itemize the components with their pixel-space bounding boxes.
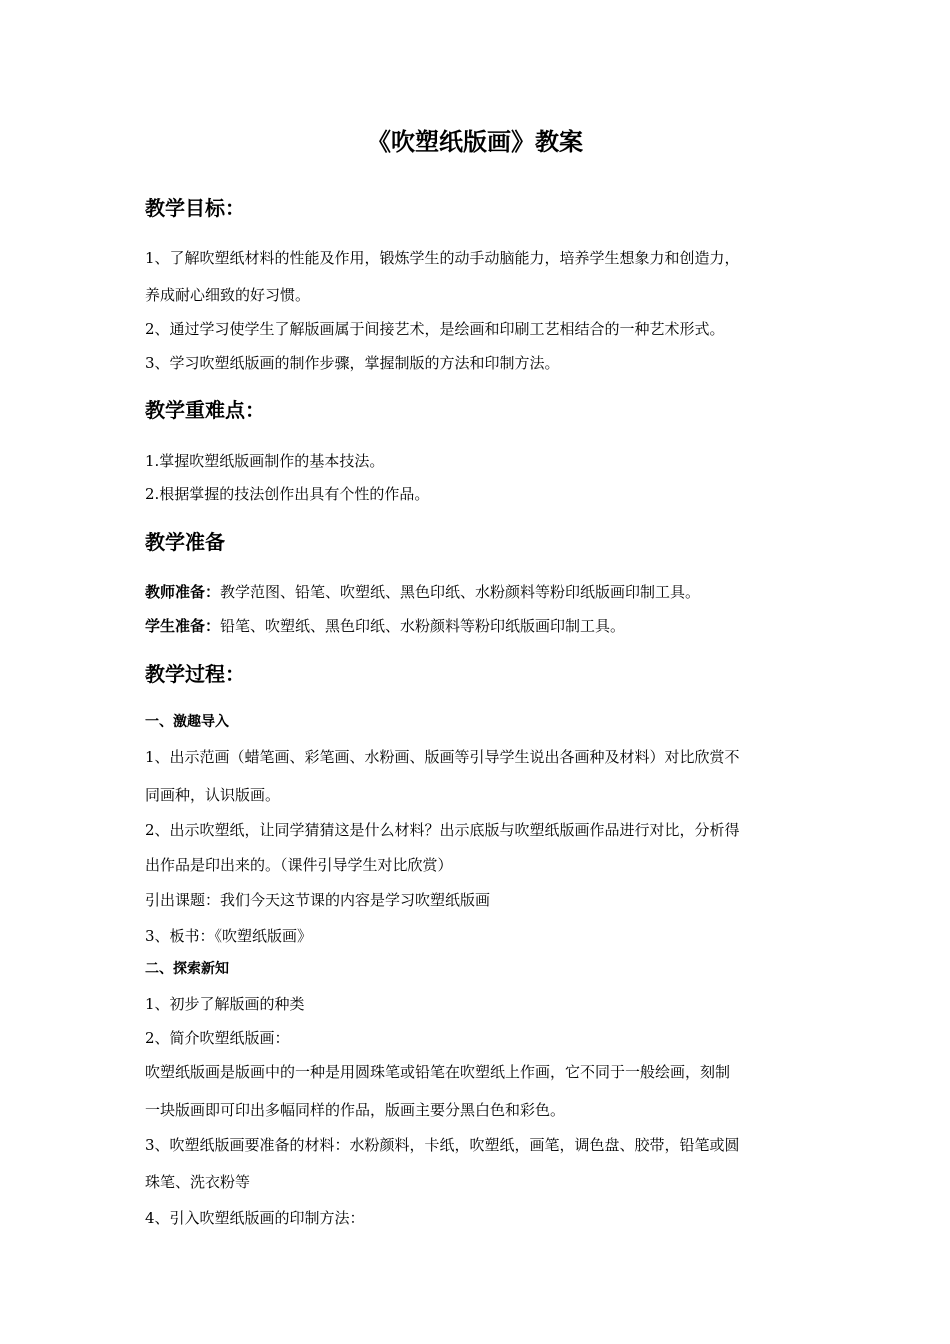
- document-title: 《吹塑纸版画》教案: [367, 128, 583, 156]
- paragraph-line: 一块版画即可印出多幅同样的作品，版画主要分黑白色和彩色。: [145, 1101, 566, 1119]
- subheading-introduction: 一、激趣导入: [145, 714, 229, 730]
- paragraph-line: 同画种，认识版画。: [145, 786, 281, 804]
- paragraph-line: 1、出示范画（蜡笔画、彩笔画、水粉画、版画等引导学生说出各画种及材料）对比欣赏不: [145, 748, 740, 766]
- teacher-preparation: [145, 580, 700, 604]
- paragraph-line: 2、出示吹塑纸，让同学猜猜这是什么材料？出示底版与吹塑纸版画作品进行对比，分析得: [145, 821, 740, 839]
- paragraph-line: 3、板书：《吹塑纸版画》: [145, 927, 313, 945]
- student-preparation-label: 学生准备：: [145, 617, 221, 635]
- paragraph-line: 1.掌握吹塑纸版画制作的基本技法。: [145, 452, 385, 470]
- heading-teaching-process: 教学过程：: [145, 662, 245, 686]
- paragraph-line: 2、通过学习使学生了解版画属于间接艺术，是绘画和印刷工艺相结合的一种艺术形式。: [145, 320, 725, 338]
- heading-preparation: 教学准备: [145, 530, 225, 554]
- paragraph-line: 3、学习吹塑纸版画的制作步骤，掌握制版的方法和印制方法。: [145, 354, 560, 372]
- teacher-preparation-label: 教师准备：: [145, 583, 221, 601]
- paragraph-line: 3、吹塑纸版画要准备的材料：水粉颜料，卡纸，吹塑纸，画笔，调色盘、胶带，铅笔或圆: [145, 1136, 740, 1154]
- paragraph-line: 2、简介吹塑纸版画：: [145, 1029, 290, 1047]
- student-preparation-text: 铅笔、吹塑纸、黑色印纸、水粉颜料等粉印纸版画印制工具。: [220, 617, 626, 635]
- paragraph-line: 2.根据掌握的技法创作出具有个性的作品。: [145, 485, 430, 503]
- teacher-preparation-text: 教学范图、铅笔、吹塑纸、黑色印纸、水粉颜料等粉印纸版画印制工具。: [220, 583, 701, 601]
- heading-teaching-goals: 教学目标：: [145, 196, 245, 220]
- paragraph-line: 引出课题：我们今天这节课的内容是学习吹塑纸版画: [145, 891, 491, 909]
- paragraph-line: 4、引入吹塑纸版画的印制方法：: [145, 1209, 365, 1227]
- paragraph-line: 养成耐心细致的好习惯。: [145, 286, 311, 304]
- paragraph-line: 1、了解吹塑纸材料的性能及作用，锻炼学生的动手动脑能力，培养学生想象力和创造力，: [145, 249, 740, 267]
- paragraph-line: 出作品是印出来的。（课件引导学生对比欣赏）: [145, 856, 453, 874]
- subheading-explore: 二、探索新知: [145, 961, 229, 977]
- paragraph-line: 珠笔、洗衣粉等: [145, 1173, 251, 1191]
- student-preparation: [145, 614, 625, 638]
- paragraph-line: 吹塑纸版画是版画中的一种是用圆珠笔或铅笔在吹塑纸上作画，它不同于一般绘画，刻制: [145, 1063, 731, 1081]
- heading-key-points: 教学重难点：: [145, 398, 265, 422]
- paragraph-line: 1、初步了解版画的种类: [145, 995, 305, 1013]
